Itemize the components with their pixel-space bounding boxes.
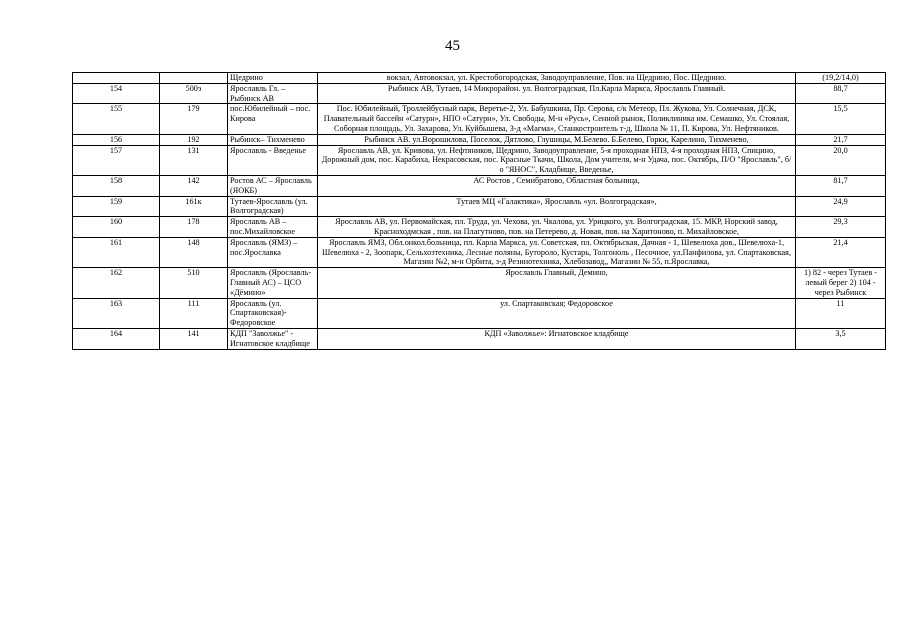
route-name-cell: Ярославль (Ярославль-Главный АС) – ЦСО «Дёмино»	[228, 268, 318, 298]
route-stops-cell: Ярославль Главный, Демино,	[318, 268, 796, 298]
route-number-cell: 158	[73, 175, 160, 196]
route-code-cell: 500э	[160, 83, 228, 104]
route-number-cell: 161	[73, 237, 160, 267]
route-stops-cell: Рыбинск АВ, Тутаев, 14 Микрорайон. ул. Волгоградская, Пл.Карла Маркса, Ярославль Главный.	[318, 83, 796, 104]
route-number-cell	[73, 73, 160, 84]
route-length-cell: 81,7	[796, 175, 886, 196]
route-code-cell: 131	[160, 145, 228, 175]
table-row	[73, 83, 886, 104]
route-code-cell: 179	[160, 104, 228, 134]
route-name-cell: Тутаев-Ярославль (ул. Волгоградская)	[228, 196, 318, 217]
route-stops-cell: Ярославль АВ, ул. Первомайская, пл. Труда, ул. Чехова, ул. Чкалова, ул. Урицкого, ул. Волгоградская, 15. МКР, Норский завод, Красноходмская , пов. на Плагутново, пов. на Петерево, д. Новая, пов. на Харитоново, п. Михайловское,	[318, 217, 796, 238]
table-row	[73, 217, 886, 238]
route-length-cell: 15,5	[796, 104, 886, 134]
route-code-cell: 141	[160, 328, 228, 349]
route-stops-cell: Ярославль ЯМЗ, Обл.онкол.больница, пл. Карла Маркса, ул. Советская, пл. Октябрьская, Дачная - 1, Шевелюха дов., Шевелюха-1, Шевелюха - 2, Зоопарк, Сельхозтехника, Лесные поляны, Бутороло, Кустарь, Толгоноль , Песочное, ул.Панфилова, ул. Спартаковская, Магазин №2, м-н Орбита, з-д Резинотехника, Хлебозавод,, Магазин № 55, п.Ярославка,	[318, 237, 796, 267]
route-length-cell: 21,7	[796, 134, 886, 145]
route-number-cell: 159	[73, 196, 160, 217]
route-code-cell: 148	[160, 237, 228, 267]
route-length-cell: (19,2/14,0)	[796, 73, 886, 84]
route-name-cell: пос.Юбилейный – пос. Кирова	[228, 104, 318, 134]
route-number-cell: 164	[73, 328, 160, 349]
route-code-cell: 510	[160, 268, 228, 298]
table-row	[73, 298, 886, 328]
route-length-cell: 20,0	[796, 145, 886, 175]
route-code-cell: 111	[160, 298, 228, 328]
route-name-cell: Ростов АС – Ярославль (ЯОКБ)	[228, 175, 318, 196]
route-number-cell: 163	[73, 298, 160, 328]
table-row	[73, 237, 886, 267]
route-length-cell: 3,5	[796, 328, 886, 349]
route-stops-cell: Ярославль АВ, ул. Кривова, ул. Нефтяников, Щедрино, Заводоуправление, 5-я проходная НПЗ, 4-я проходная НПЗ, Спицино, Дорожный дом, пос. Карабиха, Некрасовская, пос. Красные Ткачи, Школа, Дом учителя, м-н Удача, пос. Октябрь, П/О "Ярославль", б/о "ЯНОС", Кладбище, Введенье,	[318, 145, 796, 175]
table-row	[73, 175, 886, 196]
route-name-cell: Ярославль (ЯМЗ) – пос.Ярославка	[228, 237, 318, 267]
route-stops-cell: Тутаев МЦ «Галактика», Ярославль «ул. Волгоградская»,	[318, 196, 796, 217]
route-stops-cell: КДП «Заволжье»: Игнатовское кладбище	[318, 328, 796, 349]
route-name-cell: Рыбинск– Тихменево	[228, 134, 318, 145]
route-name-cell: Ярославль Гл. – Рыбинск АВ	[228, 83, 318, 104]
route-name-cell: Ярославль (ул. Спартаковская)- Федоровское	[228, 298, 318, 328]
table-row	[73, 145, 886, 175]
route-name-cell: КДП "Заволжье" - Игнатовское кладбище	[228, 328, 318, 349]
route-length-cell: 88,7	[796, 83, 886, 104]
table-row	[73, 328, 886, 349]
table-row	[73, 134, 886, 145]
route-code-cell	[160, 73, 228, 84]
route-stops-cell: АС Ростов , Семибратово, Областная больница,	[318, 175, 796, 196]
table-row	[73, 73, 886, 84]
route-code-cell: 178	[160, 217, 228, 238]
route-stops-cell: ул. Спартаковская; Федоровское	[318, 298, 796, 328]
route-number-cell: 157	[73, 145, 160, 175]
route-number-cell: 154	[73, 83, 160, 104]
route-length-cell: 11	[796, 298, 886, 328]
route-code-cell: 142	[160, 175, 228, 196]
table-row	[73, 196, 886, 217]
route-name-cell: Ярославль АВ – пос.Михайловское	[228, 217, 318, 238]
routes-table	[72, 72, 886, 350]
route-name-cell: Ярославль - Введенье	[228, 145, 318, 175]
route-number-cell: 160	[73, 217, 160, 238]
route-stops-cell: вокзал, Автовокзал, ул. Крестобогородская, Заводоуправление, Пов. на Щедрино, Пос. Щедрино.	[318, 73, 796, 84]
route-length-cell: 24,9	[796, 196, 886, 217]
route-code-cell: 192	[160, 134, 228, 145]
route-length-cell: 29,3	[796, 217, 886, 238]
route-stops-cell: Рыбинск АВ. ул.Ворошилова, Поселок, Дятлово, Глушицы, М.Белево. Б.Белево, Горки, Карелино, Тихменево,	[318, 134, 796, 145]
route-length-cell: 1) 82 - через Тутаев - левый берег 2) 104 - через Рыбинск	[796, 268, 886, 298]
routes-table-body	[73, 73, 886, 350]
route-code-cell: 161к	[160, 196, 228, 217]
route-name-cell: Щедрино	[228, 73, 318, 84]
route-number-cell: 155	[73, 104, 160, 134]
page-number: 45	[445, 38, 460, 54]
table-row	[73, 268, 886, 298]
table-row	[73, 104, 886, 134]
route-length-cell: 21,4	[796, 237, 886, 267]
route-number-cell: 162	[73, 268, 160, 298]
route-stops-cell: Пос. Юбилейный, Троллейбусный парк, Веретье-2, Ул. Бабушкина, Пр. Серова, с/к Метеор, Пл. Жукова, Ул. Солнечная, ДСК, Плавательный бассейн «Сатурн», НПО «Сатурн», Ул. Свободы, М-н «Русь», Сенной рынок, Поликлиника им. Семашко, Ул. Стоялая, Соборная площадь, Ул. Захарова, Ул. Куйбышева, З-д «Магма», Станкостроитель т-д, Школа № 11, П. Кирова, Ул. Нефтяников.	[318, 104, 796, 134]
route-number-cell: 156	[73, 134, 160, 145]
